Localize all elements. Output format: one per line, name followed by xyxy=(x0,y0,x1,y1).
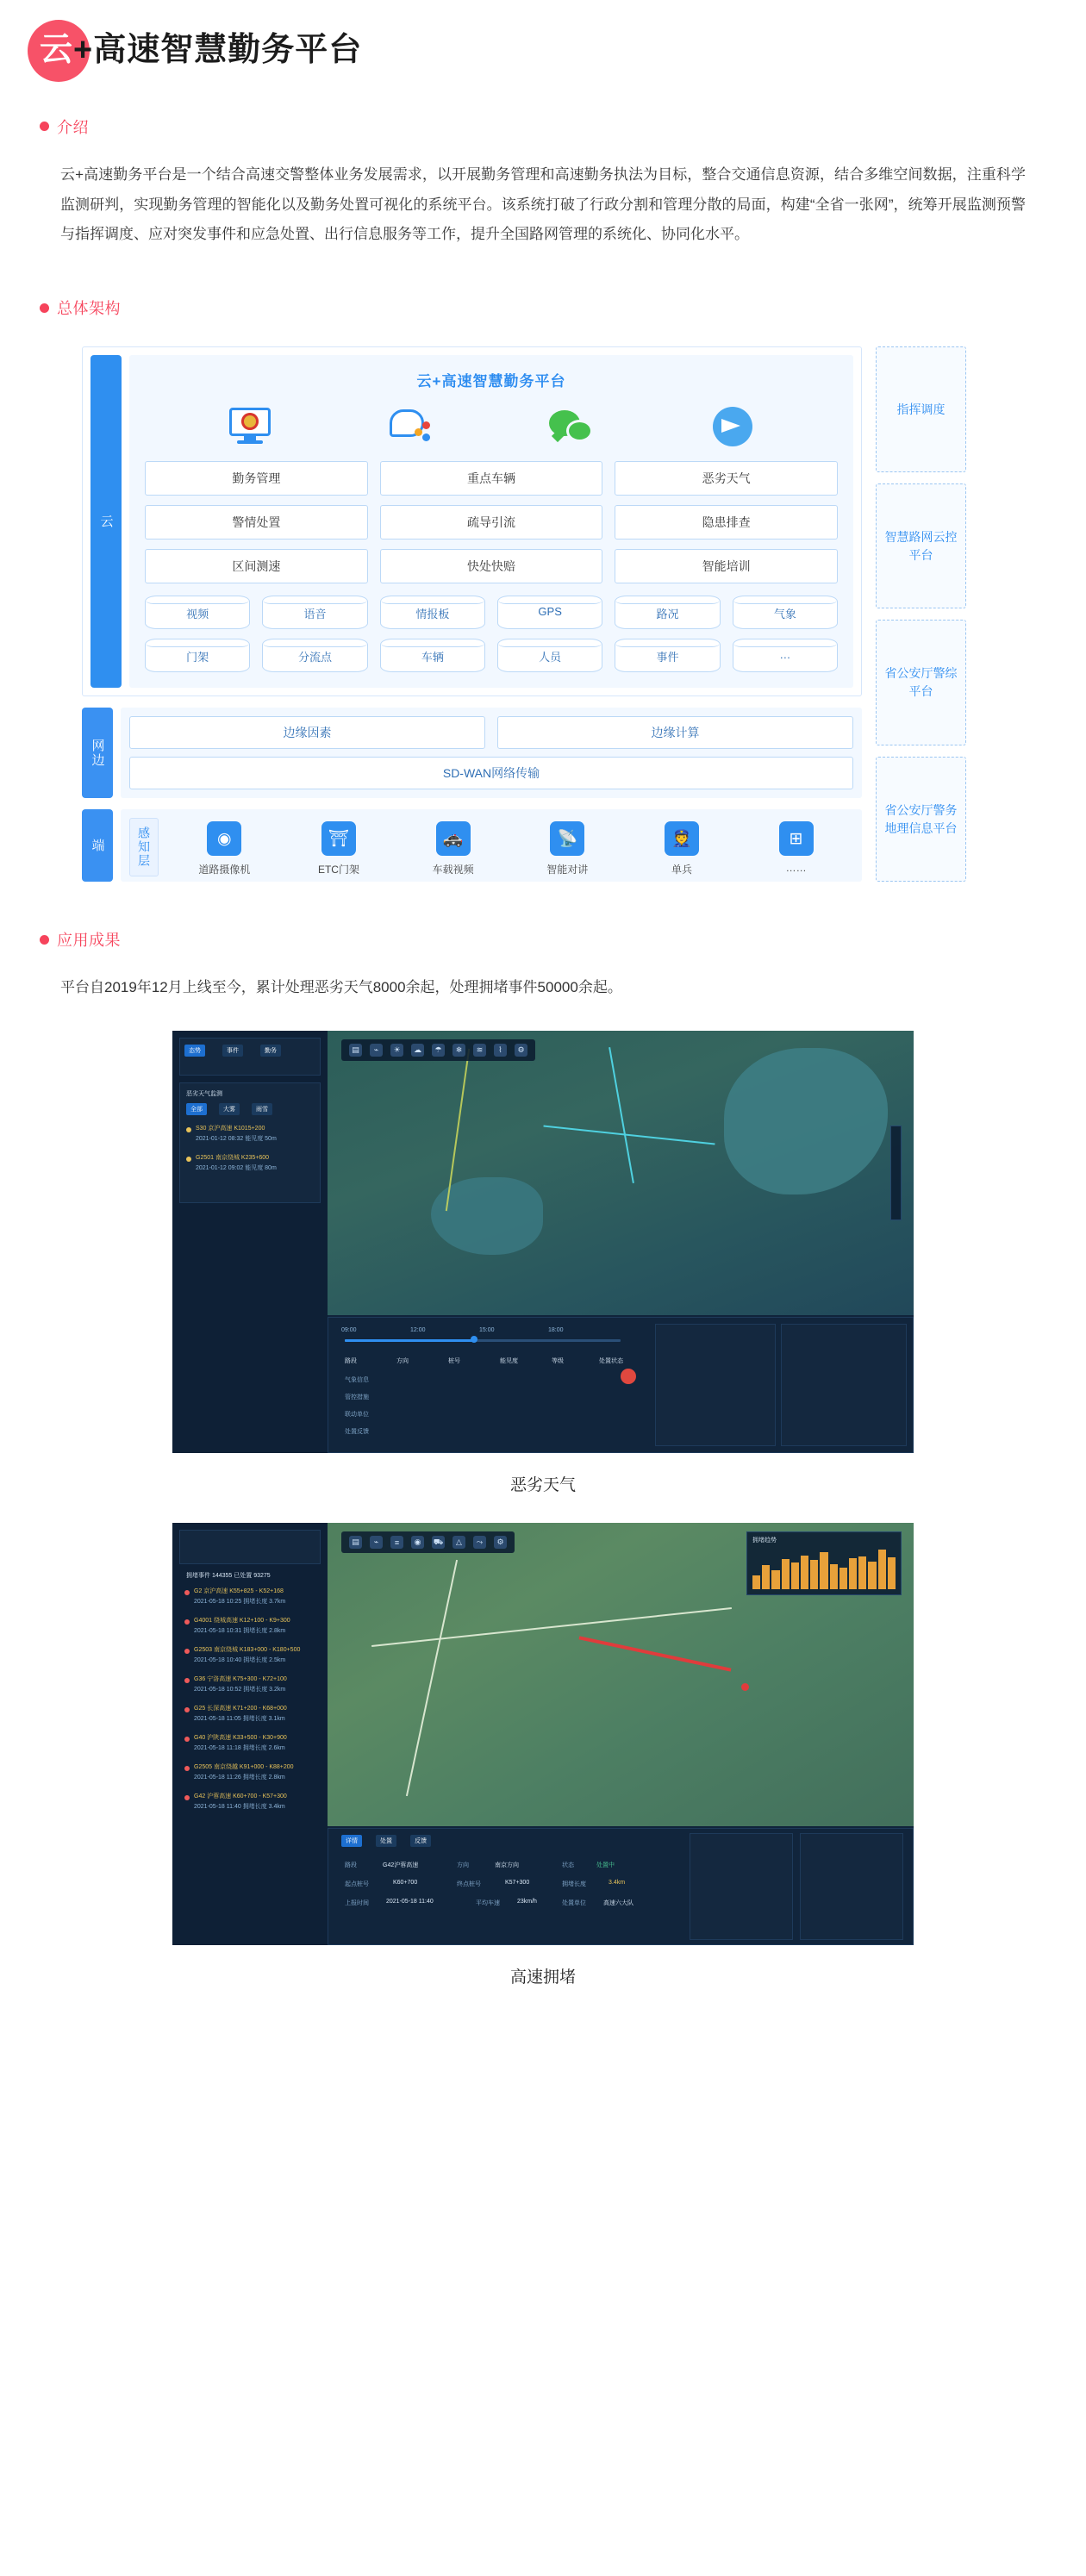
jam-detail-cell: K57+300 xyxy=(505,1880,530,1887)
edge-item: 边缘因素 xyxy=(129,716,485,749)
function-grid xyxy=(145,461,838,583)
single-officer-icon: 👮 xyxy=(665,821,699,856)
weather-list-item-title[interactable]: S30 京沪高速 K1015+200 xyxy=(196,1126,265,1132)
weather-field-name: 管控措施 xyxy=(345,1394,369,1401)
jam-list-item-title[interactable]: G25 长深高速 K71+200 - K68+000 xyxy=(194,1706,287,1712)
side-system-card: 指挥调度 xyxy=(876,346,966,472)
measure-icon[interactable]: ⌁ xyxy=(370,1044,383,1057)
sense-item xyxy=(642,818,721,876)
jam-trend-chart xyxy=(746,1531,902,1595)
function-item[interactable]: 隐患排查 xyxy=(615,505,838,540)
function-item[interactable]: 重点车辆 xyxy=(380,461,603,496)
jam-chart-bar xyxy=(878,1550,886,1589)
camera-icon[interactable]: ◉ xyxy=(411,1536,424,1549)
jam-detail-cell: 起点桩号 xyxy=(345,1881,369,1888)
jam-list-header: 拥堵事件 144355 已处置 93275 xyxy=(186,1573,271,1580)
architecture-diagram xyxy=(82,346,1046,882)
vehicle-camera-icon: 🚓 xyxy=(436,821,471,856)
jam-bottom-tab[interactable]: 处置 xyxy=(376,1835,396,1847)
jam-side-detail-panel xyxy=(690,1833,793,1940)
jam-list-item-meta: 2021-05-18 11:26 拥堵长度 2.8km xyxy=(194,1775,285,1781)
traffic-jam-screenshot xyxy=(172,1523,914,1945)
settings-icon[interactable]: ⚙ xyxy=(515,1044,527,1057)
jam-list-item-title[interactable]: G2 京沪高速 K55+825 - K52+168 xyxy=(194,1588,284,1595)
weather-field-label: 处置状态 xyxy=(599,1358,623,1365)
snow-icon[interactable]: ❄ xyxy=(452,1044,465,1057)
settings-icon[interactable]: ⚙ xyxy=(494,1536,507,1549)
etc-gantry-icon: ⛩ xyxy=(321,821,356,856)
page-header xyxy=(0,0,1086,69)
jam-list-item-meta: 2021-05-18 11:05 拥堵长度 3.1km xyxy=(194,1716,285,1723)
data-source-grid xyxy=(145,596,838,672)
weather-tab[interactable]: 态势 xyxy=(184,1045,205,1057)
sense-item xyxy=(299,818,378,876)
jam-sidebar-top xyxy=(179,1530,321,1564)
weather-map-zoom-control[interactable] xyxy=(890,1126,902,1220)
smart-intercom-icon: 📡 xyxy=(550,821,584,856)
jam-chart-bar xyxy=(888,1557,896,1589)
data-source-item: GPS xyxy=(497,596,602,629)
sense-item xyxy=(414,818,493,876)
data-source-item: 人员 xyxy=(497,639,602,672)
timeline-tick: 12:00 xyxy=(410,1327,426,1334)
weather-sidebar-top xyxy=(179,1038,321,1076)
jam-bottom-tab[interactable]: 反馈 xyxy=(410,1835,431,1847)
end-layer-content xyxy=(121,809,862,882)
function-item[interactable]: 区间测速 xyxy=(145,549,368,583)
title-badge xyxy=(40,33,362,69)
results-paragraph: 平台自2019年12月上线至今，累计处理恶劣天气8000余起，处理拥堵事件50000余起。 xyxy=(60,979,622,996)
data-source-item: 语音 xyxy=(262,596,367,629)
wechat-icon xyxy=(549,406,596,447)
wind-icon[interactable]: ⌇ xyxy=(494,1044,507,1057)
layers-icon[interactable]: ▤ xyxy=(349,1536,362,1549)
screenshot-block-weather xyxy=(0,1031,1086,1495)
weather-field-label: 方向 xyxy=(396,1358,409,1365)
page-title-rest: +高速智慧勤务平台 xyxy=(73,32,363,68)
jam-detail-cell: 南京方向 xyxy=(495,1862,519,1869)
weather-field-name: 联动单位 xyxy=(345,1412,369,1419)
jam-list-item-title[interactable]: G2505 南京绕越 K91+000 - K88+200 xyxy=(194,1764,294,1771)
jam-chart-bar xyxy=(839,1568,847,1589)
cloud-layer xyxy=(82,346,862,696)
sense-item xyxy=(184,818,264,876)
sense-item-label: 智能对讲 xyxy=(546,864,589,876)
layers-icon[interactable]: ▤ xyxy=(349,1044,362,1057)
cloud-layer-content xyxy=(129,355,853,688)
jam-chart-bar xyxy=(791,1562,799,1589)
data-source-item: 气象 xyxy=(733,596,838,629)
weather-filter[interactable]: 全部 xyxy=(186,1103,207,1115)
jam-chart-bar xyxy=(771,1570,779,1589)
data-source-item: 路况 xyxy=(615,596,720,629)
weather-field-label: 桩号 xyxy=(448,1358,460,1365)
data-source-item: 分流点 xyxy=(262,639,367,672)
architecture-side-systems xyxy=(876,346,966,882)
timeline-progress xyxy=(345,1339,474,1342)
timeline-tick: 15:00 xyxy=(479,1327,495,1334)
jam-chart-bar xyxy=(820,1552,827,1589)
jam-bottom-tab[interactable]: 详情 xyxy=(341,1835,362,1847)
weather-field-label: 等级 xyxy=(552,1358,564,1365)
jam-list-item-title[interactable]: G4001 绕城高速 K12+100 - K9+300 xyxy=(194,1618,290,1625)
weather-tab[interactable]: 事件 xyxy=(222,1045,243,1057)
sense-item-list xyxy=(167,818,853,876)
jam-detail-cell: 处置中 xyxy=(596,1862,615,1869)
data-source-item: … xyxy=(733,639,838,672)
function-item[interactable]: 勤务管理 xyxy=(145,461,368,496)
function-item[interactable]: 恶劣天气 xyxy=(615,461,838,496)
camera-icon: ◉ xyxy=(207,821,241,856)
jam-chart-bar xyxy=(810,1560,818,1589)
weather-video-panel xyxy=(781,1324,907,1446)
paper-plane-icon xyxy=(710,406,757,447)
weather-field-name: 处置反馈 xyxy=(345,1429,369,1436)
function-item[interactable]: 快处快赔 xyxy=(380,549,603,583)
section-title-results: 应用成果 xyxy=(57,932,121,950)
weather-field-name: 气象信息 xyxy=(345,1377,369,1384)
edge-item: 边缘计算 xyxy=(497,716,853,749)
weather-tab[interactable]: 勤务 xyxy=(260,1045,281,1057)
traffic-icon[interactable]: ≡ xyxy=(390,1536,403,1549)
jam-map-toolbar[interactable] xyxy=(341,1531,515,1553)
weather-section-title: 恶劣天气监测 xyxy=(186,1091,222,1098)
chat-bubble-icon xyxy=(388,406,434,447)
section-heading-architecture xyxy=(40,296,1086,319)
sense-item-label: 车载视频 xyxy=(432,864,474,876)
jam-chart-bar xyxy=(858,1556,866,1590)
jam-list-item-meta: 2021-05-18 10:25 拥堵长度 3.7km xyxy=(194,1599,286,1606)
jam-detail-cell: 状态 xyxy=(562,1862,574,1869)
data-source-item: 事件 xyxy=(615,639,720,672)
weather-list-item-title[interactable]: G2501 南京绕城 K235+600 xyxy=(196,1155,270,1162)
bullet-dot-icon xyxy=(40,122,49,131)
jam-chart-bar xyxy=(830,1564,838,1589)
weather-list-item-meta: 2021-01-12 08:32 能见度 50m xyxy=(196,1136,277,1143)
monitor-icon xyxy=(227,406,273,447)
intro-paragraph: 云+高速勤务平台是一个结合高速交警整体业务发展需求，以开展勤务管理和高速勤务执法为目标，整合交通信息资源，结合多维空间数据，注重科学监测研判，实现勤务管理的智能化以及勤务处置可视化的系统平台。该系统打破了行政分割和管理分散的局面，构建“全省一张网”，统筹开展监测预警与指挥调度、应对突发事件和应急处置、出行信息服务等工作，提升全国路网管理的系统化、协同化水平。 xyxy=(60,165,1026,243)
jam-chart-title: 拥堵趋势 xyxy=(752,1537,777,1544)
vehicle-icon[interactable]: ⛟ xyxy=(432,1536,445,1549)
data-source-item: 情报板 xyxy=(380,596,485,629)
jam-detail-cell: 平均车速 xyxy=(476,1900,500,1907)
architecture-main xyxy=(82,346,862,882)
jam-detail-cell: 拥堵长度 xyxy=(562,1881,586,1888)
edge-layer-label: 网边 xyxy=(82,708,113,798)
jam-video-panel xyxy=(800,1833,903,1940)
sense-layer-label: 感知层 xyxy=(129,818,159,876)
jam-chart-bar xyxy=(752,1575,760,1589)
side-system-card: 智慧路网云控平台 xyxy=(876,483,966,609)
data-source-item: 视频 xyxy=(145,596,250,629)
bullet-dot-icon xyxy=(40,303,49,313)
jam-chart-bar xyxy=(868,1562,876,1589)
jam-list-item-meta: 2021-05-18 10:31 拥堵长度 2.8km xyxy=(194,1628,286,1635)
jam-list-item-title[interactable]: G36 宁洛高速 K75+300 - K72+100 xyxy=(194,1676,287,1683)
jam-detail-cell: 上报时间 xyxy=(345,1900,369,1907)
cloud-icon[interactable]: ☁ xyxy=(411,1044,424,1057)
sense-item-label: ETC门架 xyxy=(317,864,359,876)
screenshot-caption: 恶劣天气 xyxy=(509,1476,576,1495)
weather-detail-panel xyxy=(655,1324,776,1446)
timeline-tick: 09:00 xyxy=(341,1327,357,1334)
weather-field-label: 路段 xyxy=(345,1358,357,1365)
jam-detail-cell: 方向 xyxy=(457,1862,469,1869)
sense-item xyxy=(757,818,836,874)
sense-item-label: 道路摄像机 xyxy=(198,864,251,876)
screenshot-caption: 高速拥堵 xyxy=(509,1968,576,1987)
weather-map-toolbar[interactable] xyxy=(341,1039,535,1061)
bullet-dot-icon xyxy=(40,935,49,945)
jam-detail-cell: 3.4km xyxy=(609,1880,626,1887)
sense-item-label: …… xyxy=(785,862,807,875)
edge-item-row xyxy=(129,716,853,749)
end-layer-label: 端 xyxy=(82,809,113,882)
edge-layer xyxy=(82,708,862,798)
sense-item-label: 单兵 xyxy=(671,864,692,876)
jam-list-item-title[interactable]: G2503 南京绕城 K183+000 - K180+500 xyxy=(194,1647,301,1654)
jam-list-item-title[interactable]: G40 沪陕高速 K33+500 - K30+900 xyxy=(194,1735,287,1742)
section-heading-intro xyxy=(40,115,1086,138)
more-icon: ⊞ xyxy=(779,821,814,856)
jam-detail-cell: 终点桩号 xyxy=(457,1881,481,1888)
weather-list-item-meta: 2021-01-12 09:02 能见度 80m xyxy=(196,1165,277,1172)
jam-list-item-meta: 2021-05-18 11:18 拥堵长度 2.6km xyxy=(194,1745,285,1752)
edge-network-item: SD-WAN网络传输 xyxy=(129,757,853,789)
alert-icon[interactable]: △ xyxy=(452,1536,465,1549)
jam-chart-bar xyxy=(849,1558,857,1589)
page-title-highlight: 云 xyxy=(40,32,74,68)
section-title-architecture: 总体架构 xyxy=(57,300,121,318)
section-title-intro: 介绍 xyxy=(57,118,89,136)
function-item[interactable]: 警情处置 xyxy=(145,505,368,540)
jam-list-item-title[interactable]: G42 沪蓉高速 K60+700 - K57+300 xyxy=(194,1793,287,1800)
measure-icon[interactable]: ⌁ xyxy=(370,1536,383,1549)
cloud-layer-label: 云 xyxy=(90,355,122,688)
jam-detail-cell: 23km/h xyxy=(517,1899,537,1905)
jam-detail-cell: 路段 xyxy=(345,1862,357,1869)
route-icon[interactable]: ⤳ xyxy=(473,1536,486,1549)
data-source-item: 门架 xyxy=(145,639,250,672)
fog-icon[interactable]: ≋ xyxy=(473,1044,486,1057)
jam-chart-bar xyxy=(762,1565,770,1589)
jam-list-item-meta: 2021-05-18 11:40 拥堵长度 3.4km xyxy=(194,1804,285,1811)
jam-list-item-meta: 2021-05-18 10:52 拥堵长度 3.2km xyxy=(194,1687,286,1693)
weather-filter[interactable]: 大雾 xyxy=(219,1103,240,1115)
jam-detail-cell: G42沪蓉高速 xyxy=(383,1862,419,1869)
severe-weather-screenshot xyxy=(172,1031,914,1453)
function-item[interactable]: 智能培训 xyxy=(615,549,838,583)
weather-filter[interactable]: 雨雪 xyxy=(252,1103,272,1115)
weather-icon[interactable]: ☀ xyxy=(390,1044,403,1057)
jam-detail-cell: 2021-05-18 11:40 xyxy=(386,1899,434,1905)
page-title xyxy=(40,33,362,69)
platform-icon-row xyxy=(145,402,838,461)
jam-chart-bars xyxy=(752,1550,896,1589)
data-source-item: 车辆 xyxy=(380,639,485,672)
jam-chart-bar xyxy=(801,1556,808,1590)
platform-title: 云+高速智慧勤务平台 xyxy=(416,373,566,390)
jam-detail-cell: 处置单位 xyxy=(562,1900,586,1907)
end-layer xyxy=(82,809,862,882)
weather-field-label: 能见度 xyxy=(500,1358,518,1365)
section-heading-results xyxy=(40,928,1086,951)
sense-item xyxy=(527,818,607,876)
side-system-card: 省公安厅警综平台 xyxy=(876,620,966,745)
jam-detail-cell: K60+700 xyxy=(393,1880,418,1887)
screenshot-block-jam xyxy=(0,1523,1086,1987)
jam-detail-cell: 高速六大队 xyxy=(603,1900,634,1907)
side-system-card: 省公安厅警务地理信息平台 xyxy=(876,757,966,883)
rain-icon[interactable]: ☂ xyxy=(432,1044,445,1057)
jam-list-item-meta: 2021-05-18 10:40 拥堵长度 2.5km xyxy=(194,1657,286,1664)
timeline-tick: 18:00 xyxy=(548,1327,564,1334)
function-item[interactable]: 疏导引流 xyxy=(380,505,603,540)
jam-chart-bar xyxy=(782,1559,790,1589)
weather-list-panel xyxy=(179,1082,321,1203)
edge-layer-content xyxy=(121,708,862,798)
